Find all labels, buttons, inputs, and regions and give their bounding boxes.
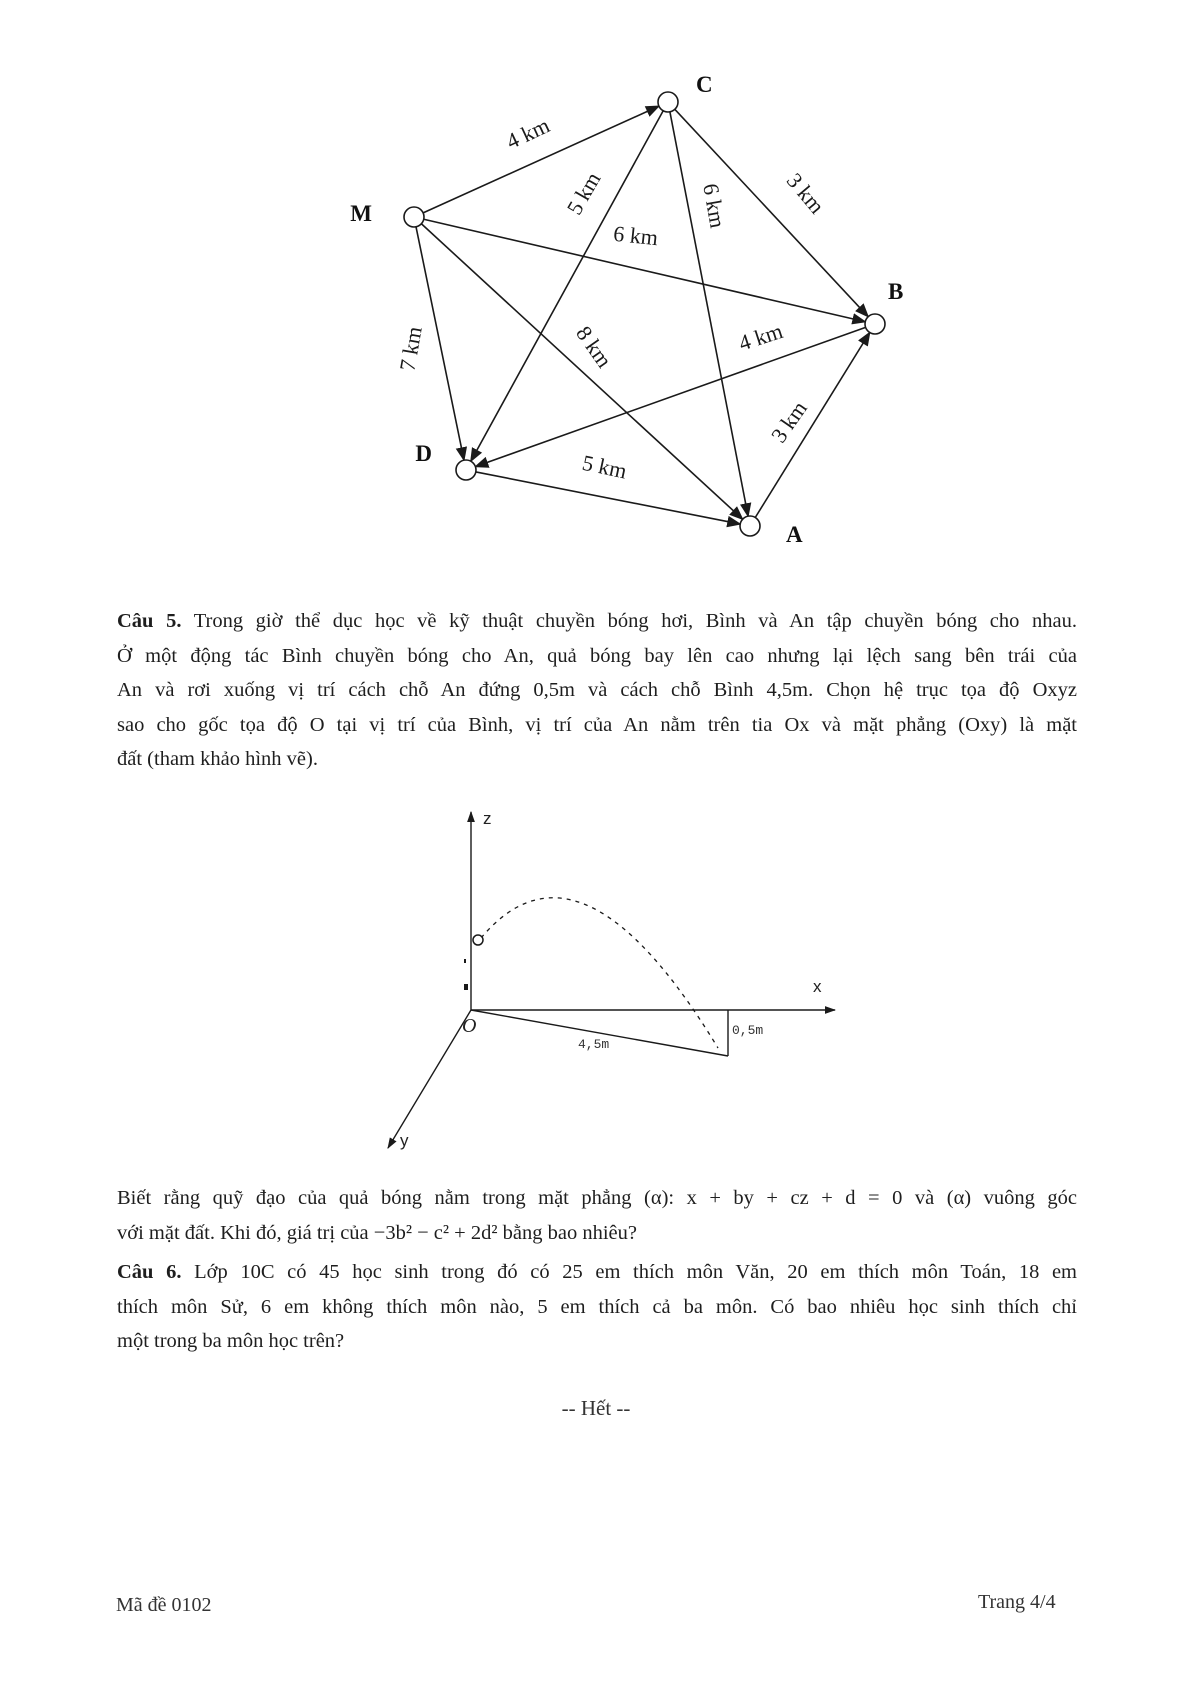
ball-trajectory-dashed	[481, 898, 718, 1048]
edge-label-M-B: 6 km	[612, 220, 660, 251]
edge-label-A-B: 3 km	[765, 396, 812, 448]
y-axis-label: y	[400, 1131, 409, 1150]
node-B	[865, 314, 885, 334]
question-6-text	[117, 1255, 1077, 1359]
origin-label: O	[462, 1015, 477, 1037]
distance-graph-figure	[0, 0, 1192, 560]
binh-marker	[464, 984, 468, 990]
question-5-line-1: Trong giờ thể dục học về kỹ thuật chuyền bóng hơi, Bình và An tập chuyền bóng cho nhau.	[181, 610, 1077, 632]
ball-icon	[473, 935, 483, 945]
question-5-line-3: An và rơi xuống vị trí cách chỗ An đứng 0,5m và cách chỗ Bình 4,5m. Chọn hệ trục tọa độ Oxyz	[117, 679, 1077, 702]
question-5-line-2: Ở một động tác Bình chuyền bóng cho An, quả bóng bay lên cao nhưng lại lệch sang bên trái của	[117, 644, 1077, 667]
node-C	[658, 92, 678, 112]
question-6-line-1: Lớp 10C có 45 học sinh trong đó có 25 em thích môn Văn, 20 em thích môn Toán, 18 em	[181, 1261, 1077, 1283]
question-5-plane-line: Biết rằng quỹ đạo của quả bóng nằm trong mặt phẳng (α): x + by + cz + d = 0 và (α) vuông góc	[117, 1187, 1077, 1209]
node-label-M: M	[350, 201, 372, 226]
question-5-heading: Câu 5.	[117, 610, 182, 632]
x-axis-label: x	[813, 977, 822, 996]
edge-C-D	[471, 111, 663, 461]
footer-exam-code: Mã đề 0102	[116, 1594, 212, 1616]
edge-label-M-A: 8 km	[571, 321, 618, 373]
question-5-continuation	[117, 1181, 1077, 1250]
distance-an-label: 0,5m	[732, 1023, 764, 1038]
edge-label-C-D: 5 km	[561, 167, 606, 219]
question-6-heading: Câu 6.	[117, 1261, 182, 1283]
node-D	[456, 460, 476, 480]
edge-C-A	[670, 112, 748, 516]
edge-B-D	[475, 327, 865, 466]
node-label-C: C	[696, 72, 713, 97]
edge-label-D-A: 5 km	[580, 449, 629, 484]
edge-label-M-D: 7 km	[394, 324, 427, 373]
question-6-line-2: thích môn Sử, 6 em không thích môn nào, 5 em thích cả ba môn. Có bao nhiêu học sinh thích chỉ	[117, 1295, 1077, 1318]
edge-label-C-B: 3 km	[781, 168, 830, 219]
node-label-A: A	[786, 522, 803, 547]
binh-marker-small	[464, 959, 466, 963]
question-5-line-4: sao cho gốc tọa độ O tại vị trí của Bình, vị trí của An nằm trên tia Ox và mặt phẳng (Oxy) là mặt	[117, 713, 1077, 736]
ball-trajectory-figure	[0, 800, 1192, 1160]
question-5-text	[117, 604, 1077, 777]
edge-label-B-D: 4 km	[735, 318, 786, 356]
question-5-line-5: đất (tham khảo hình vẽ).	[117, 748, 318, 771]
question-5-ask-line: với mặt đất. Khi đó, giá trị của −3b² − c² + 2d² bằng bao nhiêu?	[117, 1221, 637, 1244]
question-6-line-3: một trong ba môn học trên?	[117, 1330, 345, 1353]
edge-label-M-C: 4 km	[502, 112, 554, 154]
node-A	[740, 516, 760, 536]
node-label-D: D	[415, 441, 432, 466]
footer-page-number: Trang 4/4	[978, 1591, 1056, 1613]
node-label-B: B	[888, 279, 904, 304]
node-M	[404, 207, 424, 227]
edge-label-C-A: 6 km	[698, 181, 731, 230]
z-axis-label: z	[483, 809, 492, 828]
distance-binh-label: 4,5m	[578, 1037, 610, 1052]
y-axis	[388, 1010, 471, 1148]
end-of-exam-text: -- Hết --	[561, 1396, 631, 1420]
